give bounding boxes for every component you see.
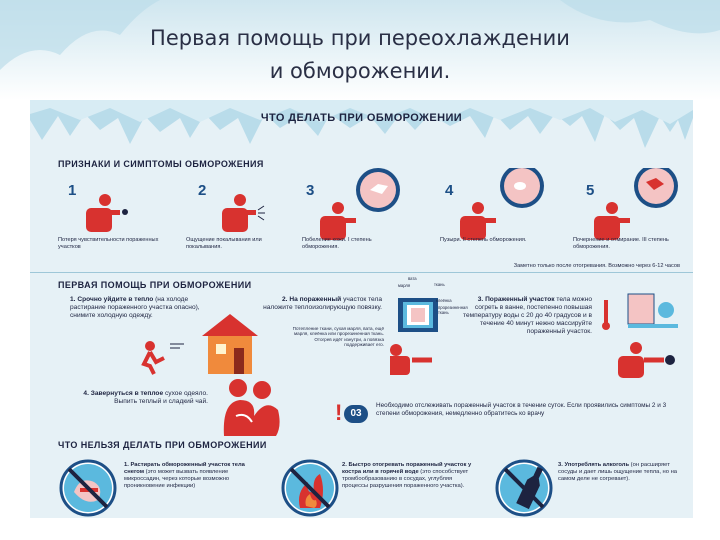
layer-label-5: прорезиненная ткань <box>438 305 468 315</box>
dont-1-text <box>124 462 254 490</box>
symptom-2-number: 2 <box>198 182 207 199</box>
step2-rest: участок тела наложите теплоизолирующую повязку. <box>263 296 382 311</box>
warm-bath-figure <box>596 290 692 380</box>
emergency-exclamation: ! <box>335 400 343 425</box>
dont-3-bold: Употреблять алкоголь <box>564 462 630 468</box>
step1-rest: (на холоде растирание пораженного участка опасно), снимите холодную одежду. <box>70 296 200 319</box>
step4-bold: Завернуться в теплое <box>90 390 164 397</box>
emergency-code-badge: 03 <box>344 405 368 423</box>
step4-number: 4. <box>83 390 89 397</box>
slide-title <box>0 22 720 88</box>
signs-title: ПРИЗНАКИ И СИМПТОМЫ ОБМОРОЖЕНИЯ <box>58 159 264 169</box>
symptom-4-caption: Пузыри. II степень обморожения. <box>440 237 527 243</box>
symptom-2-figure <box>222 194 265 232</box>
blanket-tea-figure <box>216 376 286 440</box>
step1-number: 1. <box>70 296 76 303</box>
dont-3-text <box>558 462 688 483</box>
step2-number: 2. <box>282 296 288 303</box>
no-rubbing-snow-icon <box>58 456 118 518</box>
step3-rest: тела можно согреть в ванне, постепенно повышая температуру воды с 20 до 40 градусов и в течение 40 минут нежно массируйте пораженный участок. <box>463 296 592 335</box>
dont-2-bold: Быстро отогревать пораженный участок у костра или в горячей воде <box>342 462 472 475</box>
house-figure <box>130 310 290 380</box>
dont-2-text <box>342 462 472 490</box>
first-aid-title: ПЕРВАЯ ПОМОЩЬ ПРИ ОБМОРОЖЕНИИ <box>58 280 252 290</box>
dont-1-rest: (это может вызвать появление микроссадин, через которые возможно проникновение инфекции) <box>124 469 230 489</box>
icicle-header <box>30 100 693 160</box>
symptom-3-caption: Побеление кожи. I степень обморожения. <box>302 237 372 250</box>
dont-title: ЧТО НЕЛЬЗЯ ДЕЛАТЬ ПРИ ОБМОРОЖЕНИИ <box>58 440 267 450</box>
dont-3-rest: (он расширяет сосуды и дает лишь ощущение тепла, но на самом деле не согревает). <box>558 462 678 482</box>
divider <box>30 272 693 273</box>
emergency-text: Необходимо отслеживать пораженный участок в течение суток. Если проявились симптомы 2 и 3 степени обморожения, немедленно обратитесь ко врачу <box>376 402 667 417</box>
dont-3-number: 3. <box>558 462 563 468</box>
layer-label-3: ткань <box>434 282 445 287</box>
symptom-5-number: 5 <box>586 182 595 199</box>
step2-bold: На пораженный <box>289 296 342 303</box>
symptoms-figures <box>30 168 693 248</box>
symptom-5-caption: Почернение и отмирание. III степень обморожения. <box>573 237 669 250</box>
step3-text <box>454 296 592 336</box>
symptom-1-number: 1 <box>68 182 77 199</box>
step1-bold: Срочно уйдите в тепло <box>77 296 154 303</box>
symptoms-note: Заметно только после отогревания. Возможно через 6-12 часов <box>513 263 680 269</box>
symptom-1-figure <box>86 194 128 232</box>
step3-number: 3. <box>477 296 484 303</box>
no-alcohol-icon <box>494 456 554 518</box>
symptom-3-figure <box>320 168 400 240</box>
symptom-2-caption: Ощущение покалывания или покалывания. <box>186 237 262 250</box>
dont-1-number: 1. <box>124 462 129 468</box>
layer-label-1: вата <box>408 276 417 281</box>
layer-label-2: марля <box>398 283 411 288</box>
step4-text <box>70 390 208 406</box>
step2-text <box>262 296 382 312</box>
slide-title-line2: и обморожении. <box>269 59 451 83</box>
symptom-1-caption: Потеря чувствительности пораженных участков <box>58 237 159 250</box>
symptom-4-number: 4 <box>445 182 454 199</box>
step3-bold: Пораженный участок <box>485 296 555 303</box>
symptom-3-number: 3 <box>306 182 315 199</box>
dont-1-bold: Растирать обмороженный участок тела снегом <box>124 462 245 475</box>
infographic-poster <box>30 100 693 518</box>
no-fire-warming-icon <box>280 456 340 518</box>
step2-small: Потепление ткани, сухая марля, вата, ещё марля, клеёнка или прорезиненная ткань. Отогрев идёт изнутри, а повязка поддерживает его. <box>292 326 384 348</box>
dont-2-rest: (это способствует тромбообразованию в сосудах, углубляя процессы разрушения пораженного участка). <box>342 469 469 489</box>
step4-rest: сухое одеяло. Выпить теплый и сладкий чай. <box>114 390 208 405</box>
slide-title-line1: Первая помощь при переохлаждении <box>150 26 570 50</box>
symptom-4-figure <box>460 168 544 240</box>
layer-label-4: клеёнка <box>436 298 452 303</box>
poster-header: ЧТО ДЕЛАТЬ ПРИ ОБМОРОЖЕНИИ <box>260 112 463 124</box>
symptom-5-figure <box>594 168 678 240</box>
dont-2-number: 2. <box>342 462 347 468</box>
